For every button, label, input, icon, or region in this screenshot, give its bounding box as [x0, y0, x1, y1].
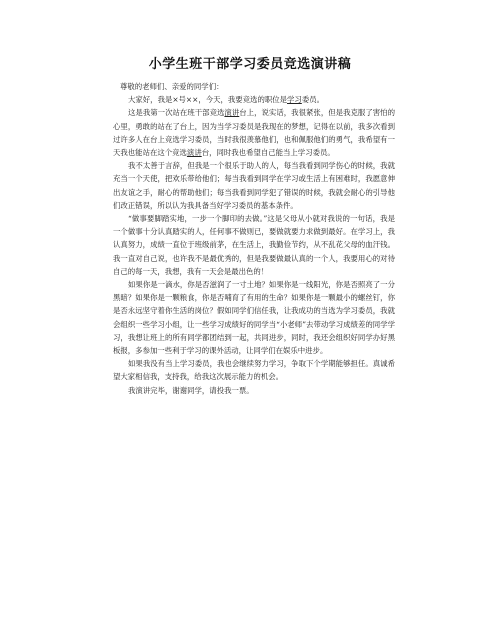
helpful-paragraph: 我不太善于言辞，但我是一个很乐于助人的人，每当我看到同学伤心的时候，我就充当一个天使，把欢乐带给他们；每当我看到同学在学习或生活上有困难时，我愿意伸出友谊之手，耐心的帮助他们；每当我看到同学犯了错误的时候，我就会耐心的引导他们改正错误，所以认为我具备当好学习委员的基本条件。: [113, 161, 395, 210]
first-time-text-end: 台，同时我也希望自己能当上学习委员。: [201, 148, 335, 158]
first-time-text-middle: 台上，说实话，我很紧张，但是我克服了害怕的心里，勇敢的站在了台上，因为当学习委员是我现在的梦想，记得在以前，我多次看到过许多人在台上竞选学习委员，当时我很羡慕他们，也和佩服他们的勇气，我希望有一天我也能站在这个竞选: [113, 108, 395, 158]
intro-paragraph: [113, 93, 395, 106]
speech-body: [113, 80, 395, 397]
closing-paragraph: 我演讲完毕，谢谢同学，请投我一票。: [128, 385, 254, 395]
intro-text: 大家好，我是×号××，今天，我要竞选的职位是: [128, 95, 288, 105]
first-time-paragraph: [113, 106, 395, 159]
plans-paragraph: 如果你是一滴水，你是否滋润了一寸土地？如果你是一线阳光，你是否照亮了一分黑暗？如果你是一颗粮食，你是否哺育了有用的生命？如果你是一颗最小的螺丝钉，你是否永远坚守着你生活的岗位？假如同学们信任我，让我成功的当选为学习委员，我就会组织一些学习小组，让一些学习成绩好的同学当“小老师”去带动学习成绩差的同学学习，我想让班上的所有同学都团结到一起，共同进步，同时，我还会组织好同学办好黑板报，多参加一些利于学习的课外活动，让同学们在娱乐中进步。: [113, 280, 395, 356]
greeting-paragraph: 尊敬的老师们、亲爱的同学们：: [120, 82, 224, 91]
intro-text-end: 委员。: [301, 95, 324, 105]
underlined-word: 演讲: [186, 148, 202, 158]
fallback-paragraph: 如果我没有当上学习委员，我也会继续努力学习，争取下个学期能够担任。真诚希望大家相信我，支持我，给我这次展示能力的机会。: [113, 359, 395, 382]
diligent-paragraph: “做事要脚踏实地，一步一个脚印的去做。”这是父母从小就对我说的一句话，我是一个做事十分认真踏实的人，任何事不做则已，要做就要力求做到最好。在学习上，我认真努力，成绩一直位于班级前茅，在生活上，我勤俭节约，从不乱花父母的血汗钱。我一直对自己说，也许我不是最优秀的，但是我要做最认真的一个人，我要用心的对待自己的每一天，我想，我有一天会是最出色的！: [113, 214, 395, 276]
first-time-text: 这是我第一次站在班干部竞选: [128, 108, 225, 118]
page-title: 小学生班干部学习委员竞选演讲稿: [148, 57, 352, 72]
underlined-word: 演讲: [224, 108, 240, 118]
underlined-word: 学习: [287, 95, 302, 105]
